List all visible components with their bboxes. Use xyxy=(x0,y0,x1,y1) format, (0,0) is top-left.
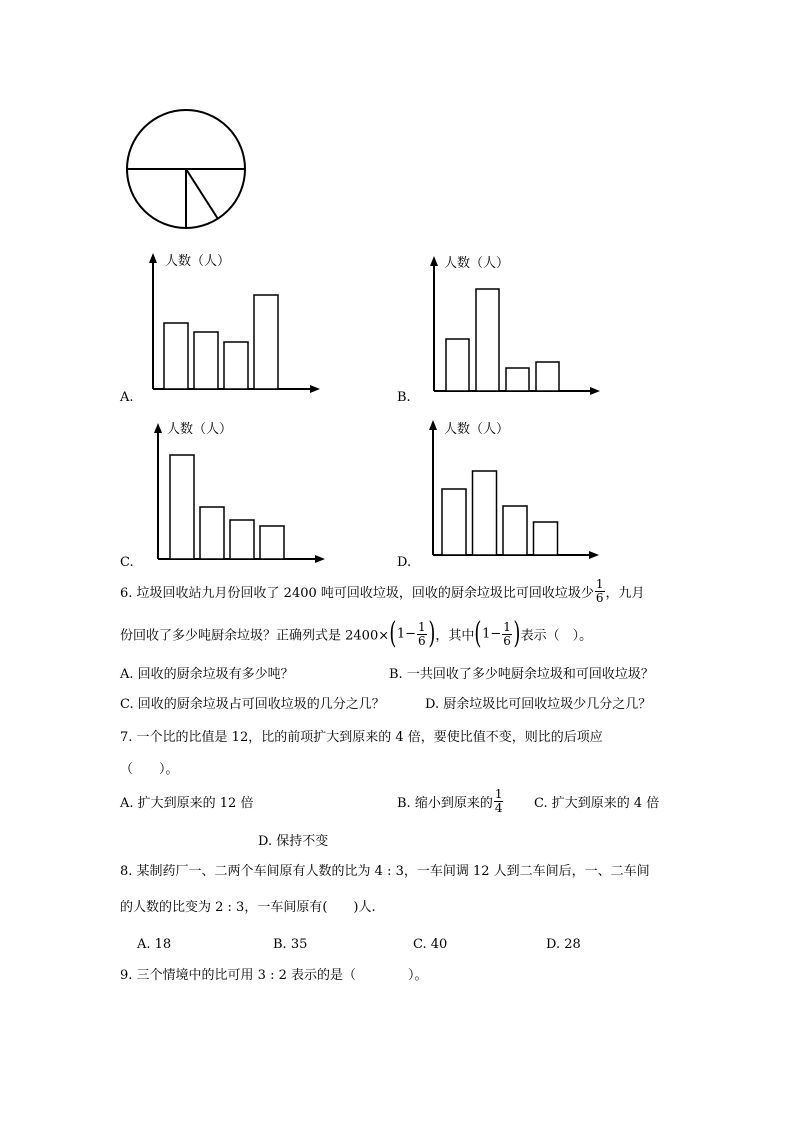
q7-option-b-den: 4 xyxy=(494,801,503,815)
chart-b-letter[interactable]: B. xyxy=(397,390,411,405)
q6-option-d[interactable]: D. 厨余垃圾比可回收垃圾少几分之几？ xyxy=(425,697,652,712)
q6-expr1-one: 1 xyxy=(396,626,406,642)
chart-d-letter[interactable]: D. xyxy=(397,555,412,570)
q7-option-b[interactable] xyxy=(397,788,504,815)
chart-d-bar xyxy=(473,471,497,555)
q6-expr1-fraction xyxy=(417,621,427,648)
chart-a-bar xyxy=(224,342,248,389)
q7-option-b-text: B. 缩小到原来的 xyxy=(397,796,493,811)
paren-close: ) xyxy=(428,616,436,651)
q6-expr1-num: 1 xyxy=(418,619,426,634)
q6-line1-text: 6. 垃圾回收站九月份回收了 2400 吨可回收垃圾，回收的厨余垃圾比可回收垃圾少 xyxy=(120,586,594,601)
chart-d-bar xyxy=(534,522,558,555)
q6-fraction xyxy=(595,578,605,605)
q7-line1: 7. 一个比的比值是 12，比的前项扩大到原来的 4 倍，要使比值不变，则比的后项应 xyxy=(120,730,603,745)
chart-a-bar xyxy=(254,295,278,389)
chart-c-bar xyxy=(170,455,194,559)
chart-c-letter[interactable]: C. xyxy=(120,555,134,570)
q6-option-a[interactable]: A. 回收的厨余垃圾有多少吨？ xyxy=(120,667,294,682)
q6-line2-text: 份回收了多少吨厨余垃圾？正确列式是 2400× xyxy=(120,628,390,644)
paren-open-2: ( xyxy=(474,616,482,651)
q7-line2: （ ）。 xyxy=(120,762,179,777)
chart-b-ylabel: 人数（人） xyxy=(444,256,510,271)
q6-line2 xyxy=(120,616,593,651)
chart-b-bar xyxy=(446,339,469,391)
chart-c-bar xyxy=(200,507,224,559)
chart-d-x-arrow xyxy=(589,551,599,559)
chart-d-ylabel: 人数（人） xyxy=(444,422,510,437)
chart-b-x-arrow xyxy=(590,387,600,395)
chart-a-y-arrow xyxy=(149,253,157,263)
chart-c-bar xyxy=(260,526,284,559)
chart-a-ylabel: 人数（人） xyxy=(165,254,231,269)
q6-frac-den: 6 xyxy=(595,591,604,605)
q6-option-c[interactable]: C. 回收的厨余垃圾占可回收垃圾的几分之几？ xyxy=(120,697,385,712)
q6-line2-mid: ，其中 xyxy=(435,628,475,644)
q6-line1 xyxy=(120,578,645,605)
q8-line2: 的人数的比变为 2 : 3，一车间原有( )人. xyxy=(120,900,376,915)
q7-option-b-fraction xyxy=(494,788,504,815)
q6-expr1-den: 6 xyxy=(418,633,426,648)
q6-frac-num: 1 xyxy=(595,577,604,591)
chart-a-x-arrow xyxy=(310,385,320,393)
q6-line1-end: ，九月 xyxy=(605,586,645,601)
q7-option-d[interactable]: D. 保持不变 xyxy=(258,834,329,849)
paren-open: ( xyxy=(389,616,397,651)
q7-option-a[interactable]: A. 扩大到原来的 12 倍 xyxy=(120,796,254,811)
q8-option-b[interactable]: B. 35 xyxy=(273,937,308,952)
q6-expr1-minus: − xyxy=(405,626,417,642)
q6-expr2-fraction xyxy=(502,621,512,648)
chart-b-bar xyxy=(506,368,529,391)
q8-option-d[interactable]: D. 28 xyxy=(546,937,581,952)
chart-a-bar xyxy=(164,323,188,389)
q9-line1: 9. 三个情境中的比可用 3 : 2 表示的是（ ）。 xyxy=(120,968,428,983)
chart-c-y-arrow xyxy=(154,423,162,433)
q6-option-b[interactable]: B. 一共回收了多少吨厨余垃圾和可回收垃圾？ xyxy=(389,667,654,682)
chart-a-letter[interactable]: A. xyxy=(120,390,134,405)
q6-expr2-den: 6 xyxy=(503,633,511,648)
chart-c-x-arrow xyxy=(315,555,325,563)
chart-d-bar xyxy=(442,489,466,555)
q6-expr2-one: 1 xyxy=(482,626,491,642)
q7-option-b-num: 1 xyxy=(494,787,503,801)
chart-b-bar xyxy=(476,289,499,391)
chart-d-y-arrow xyxy=(429,420,437,430)
q8-option-c[interactable]: C. 40 xyxy=(413,937,448,952)
q6-expr2-minus: − xyxy=(490,626,502,642)
chart-b-bar xyxy=(536,362,559,391)
chart-c-ylabel: 人数（人） xyxy=(167,422,233,437)
chart-b-y-arrow xyxy=(430,256,438,266)
chart-c-bar xyxy=(230,520,254,559)
paren-close-2: ) xyxy=(513,616,521,651)
q7-option-c[interactable]: C. 扩大到原来的 4 倍 xyxy=(534,796,660,811)
q6-expr2-num: 1 xyxy=(503,619,511,634)
q8-option-a[interactable]: A. 18 xyxy=(137,937,172,952)
chart-a-bar xyxy=(194,332,218,389)
q8-line1: 8. 某制药厂一、二两个车间原有人数的比为 4 : 3，一车间调 12 人到二车间后，一、二车间 xyxy=(120,864,650,879)
q6-line2-end: 表示（ ）。 xyxy=(520,628,593,644)
chart-d-bar xyxy=(503,506,527,555)
